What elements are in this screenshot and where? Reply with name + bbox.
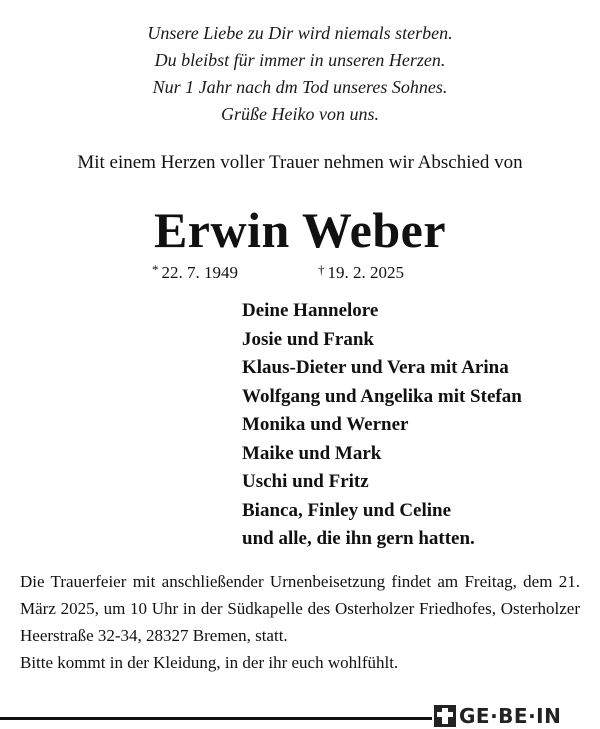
logo-text: GE·BE·IN (459, 704, 562, 728)
birth-date: 22. 7. 1949 (161, 263, 238, 282)
family-member: Monika und Werner (242, 414, 409, 435)
family-member: Wolfgang und Angelika mit Stefan (242, 385, 522, 407)
family-member: und alle, die ihn gern hatten. (242, 528, 475, 549)
death-symbol: † (318, 262, 325, 277)
funeral-details (20, 568, 580, 676)
ceremony-text: Die Trauerfeier mit anschließender Urnenbeisetzung findet am Freitag, dem 21. März 2025, um 10 Uhr in der Südkapelle des Osterholzer Friedhofes, Osterholzer Heerstraße 32-34, 28327 Bremen, statt. (20, 572, 580, 645)
poem (0, 20, 600, 128)
birth-date-block (152, 259, 238, 284)
birth-symbol: * (152, 262, 159, 277)
poem-line: Du bleibst für immer in unseren Herzen. (154, 50, 446, 70)
intro-text: Mit einem Herzen voller Trauer nehmen wir Abschied von (77, 152, 523, 173)
gebein-logo (434, 704, 561, 728)
gebein-logo-icon (434, 705, 456, 727)
poem-line: Nur 1 Jahr nach dm Tod unseres Sohnes. (152, 77, 448, 97)
dress-code-text: Bitte kommt in der Kleidung, in der ihr euch wohlfühlt. (20, 653, 399, 672)
bottom-rule (0, 717, 432, 720)
poem-line: Unsere Liebe zu Dir wird niemals sterben. (147, 23, 453, 43)
death-date-block (318, 259, 404, 284)
family-list (242, 297, 522, 554)
poem-line: Grüße Heiko von uns. (221, 104, 379, 124)
family-member: Klaus-Dieter und Vera mit Arina (242, 357, 509, 378)
family-member: Deine Hannelore (242, 300, 379, 321)
family-member: Maike und Mark (242, 442, 382, 464)
deceased-name: Erwin Weber (153, 202, 447, 258)
death-date: 19. 2. 2025 (327, 263, 404, 282)
family-member: Uschi und Fritz (242, 471, 369, 492)
family-member: Bianca, Finley und Celine (242, 499, 452, 521)
family-member: Josie und Frank (242, 328, 374, 350)
